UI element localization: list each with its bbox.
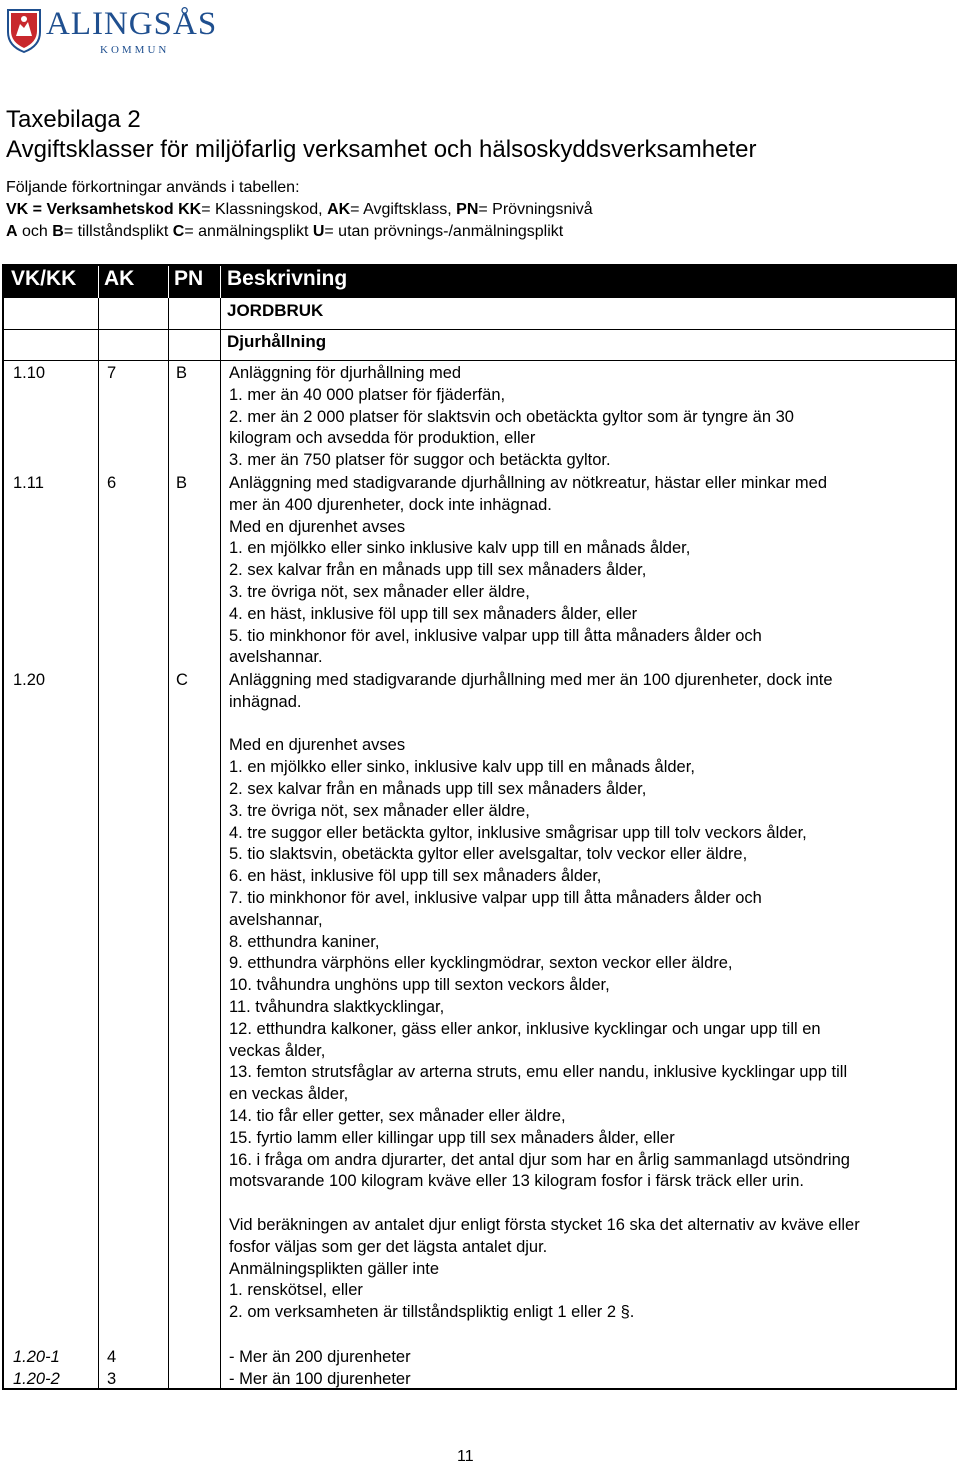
description-line: avelshannar, (229, 910, 323, 929)
abbr-ak: AK (327, 201, 351, 218)
document-subtitle: Avgiftsklasser för miljöfarlig verksamhet och hälsoskyddsverksamheter (6, 136, 757, 163)
description-line: 5. tio minkhonor för avel, inklusive valpar upp till åtta månaders ålder och (229, 626, 762, 645)
description-line: en veckas ålder, (229, 1085, 349, 1104)
row-1-20-1-vk: 1.20-1 (13, 1348, 60, 1366)
description-line: 2. sex kalvar från en månads upp till sex månaders ålder, (229, 779, 647, 798)
row-1-11-ak: 6 (107, 474, 117, 492)
description-line: 3. mer än 750 platser för suggor och betäckta gyltor. (229, 451, 611, 470)
abbr-vk: VK = Verksamhetskod KK (6, 201, 202, 218)
description-line: fosfor väljas som ger det lägsta antalet djur. (229, 1237, 548, 1256)
abbr-b: B (52, 223, 64, 240)
description-line: 2. om verksamheten är tillståndspliktig enligt 1 eller 2 §. (229, 1303, 635, 1322)
description-line: Anläggning med stadigvarande djurhållning av nötkreatur, hästar eller minkar med (229, 474, 828, 492)
header-divider (98, 266, 99, 298)
row-divider (4, 329, 955, 330)
description-line: 9. etthundra värphöns eller kycklingmödrar, sexton veckor eller äldre, (229, 954, 733, 973)
description-line: 11. tvåhundra slaktkycklingar, (229, 997, 445, 1016)
row-1-11-vk: 1.11 (13, 474, 44, 492)
row-1-20-pn: C (176, 671, 188, 689)
row-1-20-2-vk: 1.20-2 (13, 1370, 60, 1388)
description-line: Anmälningsplikten gäller inte (229, 1259, 440, 1278)
header-beskrivning: Beskrivning (227, 267, 348, 290)
alingsas-coat-of-arms-icon (6, 8, 42, 54)
fee-class-table (2, 264, 957, 1390)
column-divider (98, 266, 99, 1388)
row-1-10-ak: 7 (107, 364, 117, 382)
header-divider (220, 266, 221, 298)
description-line: veckas ålder, (229, 1041, 326, 1060)
abbr-u-text: = utan prövnings-/anmälningsplikt (324, 223, 564, 240)
header-pn: PN (174, 267, 204, 290)
row-1-20-1-description: - Mer än 200 djurenheter (229, 1348, 411, 1366)
row-1-11-pn: B (176, 474, 188, 492)
description-line: 1. mer än 40 000 platser för fjäderfän, (229, 385, 506, 404)
description-line (229, 1324, 959, 1346)
abbr-pn-text: = Prövningsnivå (478, 201, 593, 218)
description-line: 12. etthundra kalkoner, gäss eller ankor, inklusive kycklingar och ungar upp till en (229, 1019, 821, 1038)
description-line: 14. tio får eller getter, sex månader eller äldre, (229, 1106, 566, 1125)
header-divider (168, 266, 169, 298)
abbr-och: och (17, 223, 53, 240)
description-line: Vid beräkningen av antalet djur enligt första stycket 16 ska det alternativ av kväve eller (229, 1215, 860, 1234)
page-number: 11 (457, 1448, 474, 1465)
row-1-10-pn: B (176, 364, 188, 382)
column-divider (168, 266, 169, 1388)
description-line: 2. sex kalvar från en månads upp till sex månaders ålder, (229, 561, 647, 580)
table-header (4, 266, 955, 298)
logo-name: ALINGSÅS (46, 6, 218, 42)
description-line: Anläggning för djurhållning med (229, 364, 462, 382)
description-line (229, 714, 959, 736)
row-1-11-description (229, 473, 959, 669)
section-jordbruk: JORDBRUK (227, 301, 324, 320)
abbr-a: A (6, 223, 18, 240)
row-1-10-vk: 1.10 (13, 364, 46, 382)
subsection-djurhallning: Djurhållning (227, 332, 327, 351)
header-vk-kk: VK/KK (11, 267, 77, 290)
abbr-c-text: = anmälningsplikt (184, 223, 313, 240)
abbr-ak-text: = Avgiftsklass, (350, 201, 457, 218)
description-line: 1. en mjölkko eller sinko, inklusive kalv upp till en månads ålder, (229, 758, 695, 777)
description-line: motsvarande 100 kilogram kväve eller 13 kilogram fosfor i färsk träck eller urin. (229, 1172, 804, 1191)
intro-line-2 (6, 201, 593, 219)
description-line: kilogram och avsedda för produktion, eller (229, 429, 536, 448)
row-1-20-2-description: - Mer än 100 djurenheter (229, 1370, 411, 1388)
description-line: Anläggning med stadigvarande djurhållning med mer än 100 djurenheter, dock inte (229, 671, 833, 689)
description-line: 3. tre övriga nöt, sex månader eller äldre, (229, 801, 530, 820)
description-line: 1. renskötsel, eller (229, 1281, 363, 1300)
description-line: 2. mer än 2 000 platser för slaktsvin och obetäckta gyltor som är tyngre än 30 (229, 407, 794, 426)
description-line: 5. tio slaktsvin, obetäckta gyltor eller avelsgaltar, tolv veckor eller äldre, (229, 845, 748, 864)
header-ak: AK (104, 267, 135, 290)
abbr-b-text: = tillståndsplikt (63, 223, 173, 240)
row-1-20-2-ak: 3 (107, 1370, 117, 1388)
row-1-20-1-ak: 4 (107, 1348, 117, 1366)
row-1-20-description (229, 670, 959, 1346)
row-1-10-description (229, 363, 959, 472)
logo-subtitle: KOMMUN (100, 44, 170, 56)
description-line: 6. en häst, inklusive föl upp till sex månaders ålder, (229, 867, 602, 886)
row-1-20-vk: 1.20 (13, 671, 46, 689)
description-line: 16. i fråga om andra djurarter, det antal djur som har en årlig sammanlagd utsöndring (229, 1150, 850, 1169)
intro-line-3 (6, 223, 563, 241)
description-line: 15. fyrtio lamm eller killingar upp till sex månaders ålder, eller (229, 1128, 675, 1147)
abbr-u: U (312, 223, 325, 240)
description-line (229, 1193, 959, 1215)
column-divider (220, 266, 221, 1388)
description-line: 8. etthundra kaniner, (229, 932, 380, 951)
description-line: 3. tre övriga nöt, sex månader eller äldre, (229, 582, 530, 601)
description-line: 1. en mjölkko eller sinko inklusive kalv upp till en månads ålder, (229, 539, 691, 558)
description-line: Med en djurenhet avses (229, 736, 406, 755)
municipality-logo (6, 6, 236, 56)
row-divider (4, 360, 955, 361)
description-line: 4. tre suggor eller betäckta gyltor, inklusive smågrisar upp till tolv veckors ålder, (229, 823, 807, 842)
intro-line-1: Följande förkortningar används i tabellen: (6, 179, 300, 196)
description-line: avelshannar. (229, 648, 323, 667)
description-line: 4. en häst, inklusive föl upp till sex månaders ålder, eller (229, 604, 638, 623)
abbr-c: C (172, 223, 185, 240)
abbr-pn: PN (456, 201, 479, 218)
description-line: 7. tio minkhonor för avel, inklusive valpar upp till åtta månaders ålder och (229, 888, 762, 907)
description-line: inhägnad. (229, 692, 302, 711)
document-title: Taxebilaga 2 (6, 106, 141, 133)
description-line: mer än 400 djurenheter, dock inte inhägnad. (229, 495, 552, 514)
description-line: Med en djurenhet avses (229, 517, 406, 536)
description-line: 13. femton strutsfåglar av arterna struts, emu eller nandu, inklusive kycklingar upp till (229, 1063, 848, 1082)
abbr-kk-text: = Klassningskod, (201, 201, 328, 218)
description-line: 10. tvåhundra unghöns upp till sexton veckors ålder, (229, 976, 610, 995)
